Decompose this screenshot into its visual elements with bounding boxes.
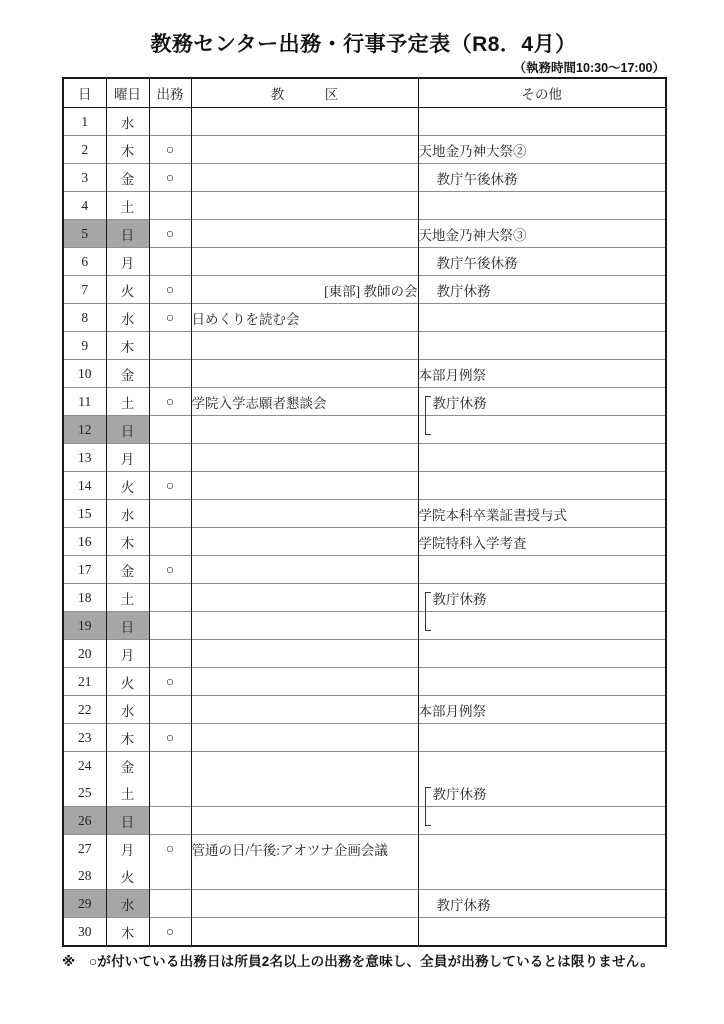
other-event-cell (418, 779, 666, 807)
attendance-mark-cell (149, 584, 191, 612)
weekday-cell: 土 (106, 388, 149, 416)
attendance-mark-cell (149, 416, 191, 444)
weekday-cell: 水 (106, 696, 149, 724)
table-row (63, 584, 666, 612)
office-hours-note: （執務時間10:30～17:00） (513, 61, 665, 75)
day-number-cell: 30 (63, 918, 106, 947)
table-row (63, 835, 666, 863)
parish-event-cell: 学院入学志願者懇談会 (191, 388, 418, 416)
other-event-cell: 教庁休務 (418, 276, 666, 304)
day-number-cell: 13 (63, 444, 106, 472)
weekday-cell: 月 (106, 248, 149, 276)
two-day-span-bracket (425, 396, 431, 435)
day-number-cell: 15 (63, 500, 106, 528)
parish-event-cell (191, 612, 418, 640)
other-event-cell (418, 835, 666, 863)
day-number-cell: 2 (63, 136, 106, 164)
table-row (63, 724, 666, 752)
parish-event-cell: 管通の日/午後:アオツナ企画会議 (191, 835, 418, 863)
weekday-cell: 金 (106, 752, 149, 780)
table-row (63, 220, 666, 248)
parish-event-cell (191, 640, 418, 668)
table-row (63, 248, 666, 276)
other-event-cell: 天地金乃神大祭③ (418, 220, 666, 248)
two-day-span-bracket (425, 787, 431, 826)
other-event-text: 教庁休務 (432, 786, 487, 802)
weekday-cell: 金 (106, 556, 149, 584)
day-number-cell: 29 (63, 890, 106, 918)
other-event-cell (418, 388, 666, 416)
attendance-mark-cell (149, 807, 191, 835)
parish-event-cell (191, 416, 418, 444)
day-number-cell: 17 (63, 556, 106, 584)
attendance-mark-cell: ○ (149, 724, 191, 752)
parish-event-cell (191, 164, 418, 192)
attendance-mark-cell (149, 360, 191, 388)
day-number-cell: 28 (63, 862, 106, 890)
attendance-mark-cell: ○ (149, 472, 191, 500)
other-event-cell (418, 416, 666, 444)
parish-event-cell (191, 807, 418, 835)
attendance-mark-cell (149, 752, 191, 780)
weekday-cell: 土 (106, 779, 149, 807)
attendance-mark-cell (149, 444, 191, 472)
column-header-other: その他 (418, 78, 666, 108)
parish-event-cell (191, 220, 418, 248)
parish-event-cell (191, 752, 418, 780)
attendance-mark-cell: ○ (149, 388, 191, 416)
weekday-cell: 月 (106, 444, 149, 472)
other-event-cell (418, 444, 666, 472)
table-row (63, 862, 666, 890)
day-number-cell: 10 (63, 360, 106, 388)
other-event-cell (418, 556, 666, 584)
table-row (63, 388, 666, 416)
table-row (63, 890, 666, 918)
table-row (63, 500, 666, 528)
other-event-text: 教庁休務 (432, 395, 487, 411)
other-event-cell (418, 640, 666, 668)
attendance-mark-cell (149, 640, 191, 668)
day-number-cell: 5 (63, 220, 106, 248)
table-row (63, 696, 666, 724)
attendance-mark-cell: ○ (149, 668, 191, 696)
parish-event-cell (191, 779, 418, 807)
column-header-attendance: 出務 (149, 78, 191, 108)
weekday-cell: 水 (106, 890, 149, 918)
attendance-mark-cell (149, 862, 191, 890)
table-row (63, 918, 666, 947)
other-event-cell (418, 807, 666, 835)
weekday-cell: 月 (106, 835, 149, 863)
parish-event-cell (191, 360, 418, 388)
parish-event-cell (191, 584, 418, 612)
weekday-cell: 金 (106, 164, 149, 192)
table-row (63, 108, 666, 136)
day-number-cell: 26 (63, 807, 106, 835)
attendance-mark-cell: ○ (149, 220, 191, 248)
weekday-cell: 日 (106, 220, 149, 248)
weekday-cell: 日 (106, 416, 149, 444)
day-number-cell: 27 (63, 835, 106, 863)
table-row (63, 612, 666, 640)
column-header-day: 日 (63, 78, 106, 108)
day-number-cell: 24 (63, 752, 106, 780)
weekday-cell: 木 (106, 332, 149, 360)
other-event-cell (418, 752, 666, 780)
table-header-row (63, 78, 666, 108)
attendance-mark-cell: ○ (149, 164, 191, 192)
day-number-cell: 14 (63, 472, 106, 500)
attendance-mark-cell (149, 696, 191, 724)
attendance-mark-cell: ○ (149, 304, 191, 332)
weekday-cell: 水 (106, 500, 149, 528)
two-day-span-bracket (425, 592, 431, 631)
table-row (63, 640, 666, 668)
table-row (63, 528, 666, 556)
other-event-cell: 学院特科入学考査 (418, 528, 666, 556)
table-row (63, 304, 666, 332)
table-row (63, 556, 666, 584)
weekday-cell: 日 (106, 807, 149, 835)
other-event-cell (418, 192, 666, 220)
weekday-cell: 土 (106, 192, 149, 220)
other-event-cell: 本部月例祭 (418, 696, 666, 724)
parish-event-cell (191, 696, 418, 724)
day-number-cell: 4 (63, 192, 106, 220)
attendance-mark-cell: ○ (149, 556, 191, 584)
table-row (63, 668, 666, 696)
parish-event-cell (191, 862, 418, 890)
weekday-cell: 火 (106, 276, 149, 304)
weekday-cell: 木 (106, 528, 149, 556)
weekday-cell: 木 (106, 136, 149, 164)
other-event-cell (418, 472, 666, 500)
attendance-mark-cell: ○ (149, 835, 191, 863)
weekday-cell: 火 (106, 862, 149, 890)
attendance-mark-cell: ○ (149, 276, 191, 304)
parish-event-cell (191, 528, 418, 556)
table-row (63, 332, 666, 360)
table-row (63, 192, 666, 220)
day-number-cell: 8 (63, 304, 106, 332)
parish-event-cell (191, 890, 418, 918)
parish-event-cell (191, 136, 418, 164)
parish-event-cell (191, 248, 418, 276)
parish-event-cell (191, 444, 418, 472)
weekday-cell: 木 (106, 918, 149, 947)
other-event-cell (418, 332, 666, 360)
attendance-mark-cell (149, 248, 191, 276)
weekday-cell: 火 (106, 668, 149, 696)
parish-event-cell: 日めくりを読む会 (191, 304, 418, 332)
other-event-cell (418, 612, 666, 640)
attendance-mark-cell (149, 890, 191, 918)
other-event-cell: 教庁午後休務 (418, 248, 666, 276)
table-row (63, 360, 666, 388)
attendance-mark-cell: ○ (149, 918, 191, 947)
parish-event-cell (191, 192, 418, 220)
day-number-cell: 6 (63, 248, 106, 276)
other-event-cell: 教庁休務 (418, 890, 666, 918)
other-event-cell: 天地金乃神大祭② (418, 136, 666, 164)
other-event-cell: 本部月例祭 (418, 360, 666, 388)
other-event-cell (418, 304, 666, 332)
other-event-cell (418, 918, 666, 947)
schedule-table (62, 77, 667, 947)
attendance-mark-cell (149, 500, 191, 528)
weekday-cell: 金 (106, 360, 149, 388)
day-number-cell: 18 (63, 584, 106, 612)
parish-event-cell (191, 724, 418, 752)
page-title: 教務センター出務・行事予定表（R8．4月） (150, 33, 577, 56)
column-header-weekday: 曜日 (106, 78, 149, 108)
parish-event-cell (191, 332, 418, 360)
table-row (63, 164, 666, 192)
other-event-text: 教庁休務 (432, 591, 487, 607)
footnote: ※ ○が付いている出務日は所員2名以上の出務を意味し、全員が出務しているとは限りません。 (62, 954, 654, 969)
day-number-cell: 9 (63, 332, 106, 360)
day-number-cell: 3 (63, 164, 106, 192)
attendance-mark-cell: ○ (149, 136, 191, 164)
column-header-parish: 教 区 (191, 78, 418, 108)
other-event-cell (418, 108, 666, 136)
parish-event-cell (191, 500, 418, 528)
day-number-cell: 25 (63, 779, 106, 807)
day-number-cell: 11 (63, 388, 106, 416)
day-number-cell: 1 (63, 108, 106, 136)
parish-event-cell (191, 918, 418, 947)
day-number-cell: 23 (63, 724, 106, 752)
parish-event-cell (191, 108, 418, 136)
table-row (63, 276, 666, 304)
day-number-cell: 12 (63, 416, 106, 444)
parish-event-cell: [東部] 教師の会 (191, 276, 418, 304)
table-row (63, 472, 666, 500)
day-number-cell: 22 (63, 696, 106, 724)
other-event-cell: 教庁午後休務 (418, 164, 666, 192)
attendance-mark-cell (149, 612, 191, 640)
table-row (63, 779, 666, 807)
parish-event-cell (191, 668, 418, 696)
other-event-cell (418, 862, 666, 890)
day-number-cell: 21 (63, 668, 106, 696)
day-number-cell: 19 (63, 612, 106, 640)
day-number-cell: 16 (63, 528, 106, 556)
weekday-cell: 水 (106, 108, 149, 136)
attendance-mark-cell (149, 528, 191, 556)
table-row (63, 416, 666, 444)
attendance-mark-cell (149, 192, 191, 220)
day-number-cell: 7 (63, 276, 106, 304)
weekday-cell: 木 (106, 724, 149, 752)
weekday-cell: 日 (106, 612, 149, 640)
attendance-mark-cell (149, 779, 191, 807)
other-event-cell (418, 668, 666, 696)
other-event-cell (418, 724, 666, 752)
parish-event-cell (191, 472, 418, 500)
weekday-cell: 水 (106, 304, 149, 332)
attendance-mark-cell (149, 332, 191, 360)
table-row (63, 807, 666, 835)
weekday-cell: 土 (106, 584, 149, 612)
weekday-cell: 月 (106, 640, 149, 668)
parish-event-cell (191, 556, 418, 584)
day-number-cell: 20 (63, 640, 106, 668)
attendance-mark-cell (149, 108, 191, 136)
table-row (63, 752, 666, 780)
table-row (63, 444, 666, 472)
table-row (63, 136, 666, 164)
other-event-cell: 学院本科卒業証書授与式 (418, 500, 666, 528)
other-event-cell (418, 584, 666, 612)
weekday-cell: 火 (106, 472, 149, 500)
